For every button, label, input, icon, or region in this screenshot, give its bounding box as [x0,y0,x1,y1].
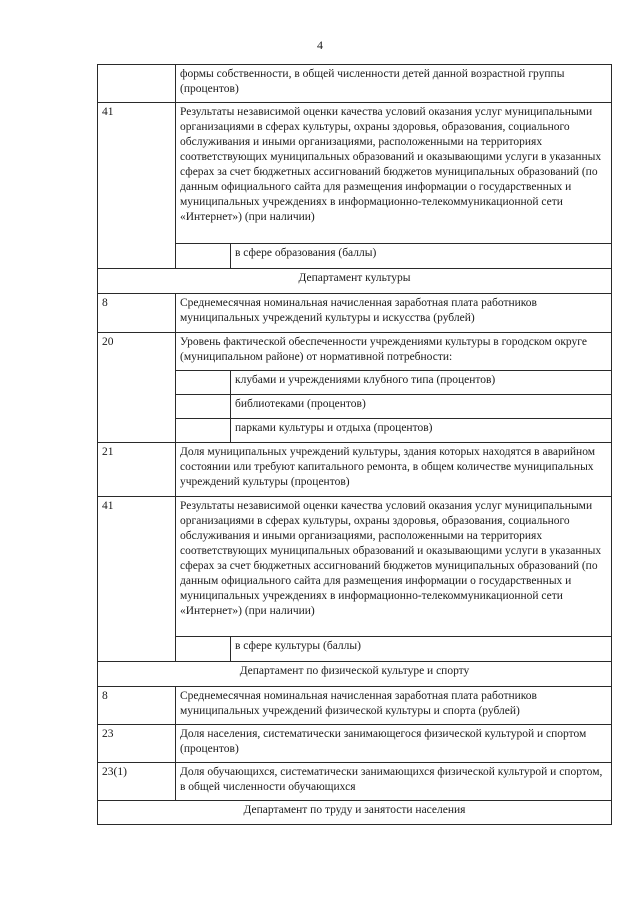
section-title: Департамент по труду и занятости населения [98,801,612,825]
table-row [98,395,612,419]
indent-cell [176,395,231,419]
sub-item-text: библиотеками (процентов) [231,395,612,419]
row-number: 41 [98,497,176,662]
section-row [98,269,612,294]
row-number [98,65,176,103]
table-row [98,333,612,371]
page-number: 4 [317,38,323,52]
table-row [98,637,612,662]
table-row [98,419,612,443]
row-text: Доля обучающихся, систематически занимающихся физической культурой и спортом, в общей численности обучающихся [176,763,612,801]
row-text: Доля населения, систематически занимающегося физической культурой и спортом (процентов) [176,725,612,763]
row-text: Результаты независимой оценки качества условий оказания услуг муниципальными организациями в сферах культуры, охраны здоровья, образования, социального обслуживания и иными организациями, расположенными на территориях соответствующих муниципальных образований и оказывающими услуги в указанных сферах за счет бюджетных ассигнований бюджетов муниципальных образований (по данным официального сайта для размещения информации о государственных и муниципальных учреждениях в информационно-телекоммуникационной сети «Интернет») (при наличии) [176,497,612,637]
row-text: Уровень фактической обеспеченности учреждениями культуры в городском округе (муниципальном районе) от нормативной потребности: [176,333,612,371]
row-text: Среднемесячная номинальная начисленная заработная плата работников муниципальных учреждений физической культуры и спорта (рублей) [176,687,612,725]
row-number: 8 [98,294,176,333]
table-row [98,103,612,244]
table-row [98,687,612,725]
section-row [98,801,612,825]
table-row [98,497,612,637]
row-number: 20 [98,333,176,443]
section-title: Департамент культуры [98,269,612,294]
indent-cell [176,419,231,443]
table-row [98,371,612,395]
table-row [98,725,612,763]
table-row [98,443,612,497]
table-row [98,65,612,103]
section-title: Департамент по физической культуре и спорту [98,662,612,687]
section-row [98,662,612,687]
indent-cell [176,637,231,662]
row-text: Результаты независимой оценки качества условий оказания услуг муниципальными организациями в сферах культуры, охраны здоровья, образования, социального обслуживания и иными организациями, расположенными на территориях соответствующих муниципальных образований и оказывающими услуги в указанных сферах за счет бюджетных ассигнований бюджетов муниципальных образований (по данным официального сайта для размещения информации о государственных и муниципальных учреждениях в информационно-телекоммуникационной сети «Интернет») (при наличии) [176,103,612,244]
row-number: 8 [98,687,176,725]
table-row [98,244,612,269]
row-text: Среднемесячная номинальная начисленная заработная плата работников муниципальных учреждений культуры и искусства (рублей) [176,294,612,333]
row-number: 23(1) [98,763,176,801]
indicators-table [97,64,612,825]
row-text: формы собственности, в общей численности детей данной возрастной группы (процентов) [176,65,612,103]
sub-item-text: клубами и учреждениями клубного типа (процентов) [231,371,612,395]
indent-cell [176,371,231,395]
indent-cell [176,244,231,269]
table-row [98,294,612,333]
row-number: 21 [98,443,176,497]
sub-item-text: в сфере образования (баллы) [231,244,612,269]
row-text: Доля муниципальных учреждений культуры, здания которых находятся в аварийном состоянии или требуют капитального ремонта, в общем количестве муниципальных учреждений культуры (процентов) [176,443,612,497]
row-number: 41 [98,103,176,269]
sub-item-text: в сфере культуры (баллы) [231,637,612,662]
row-number: 23 [98,725,176,763]
sub-item-text: парками культуры и отдыха (процентов) [231,419,612,443]
table-row [98,763,612,801]
